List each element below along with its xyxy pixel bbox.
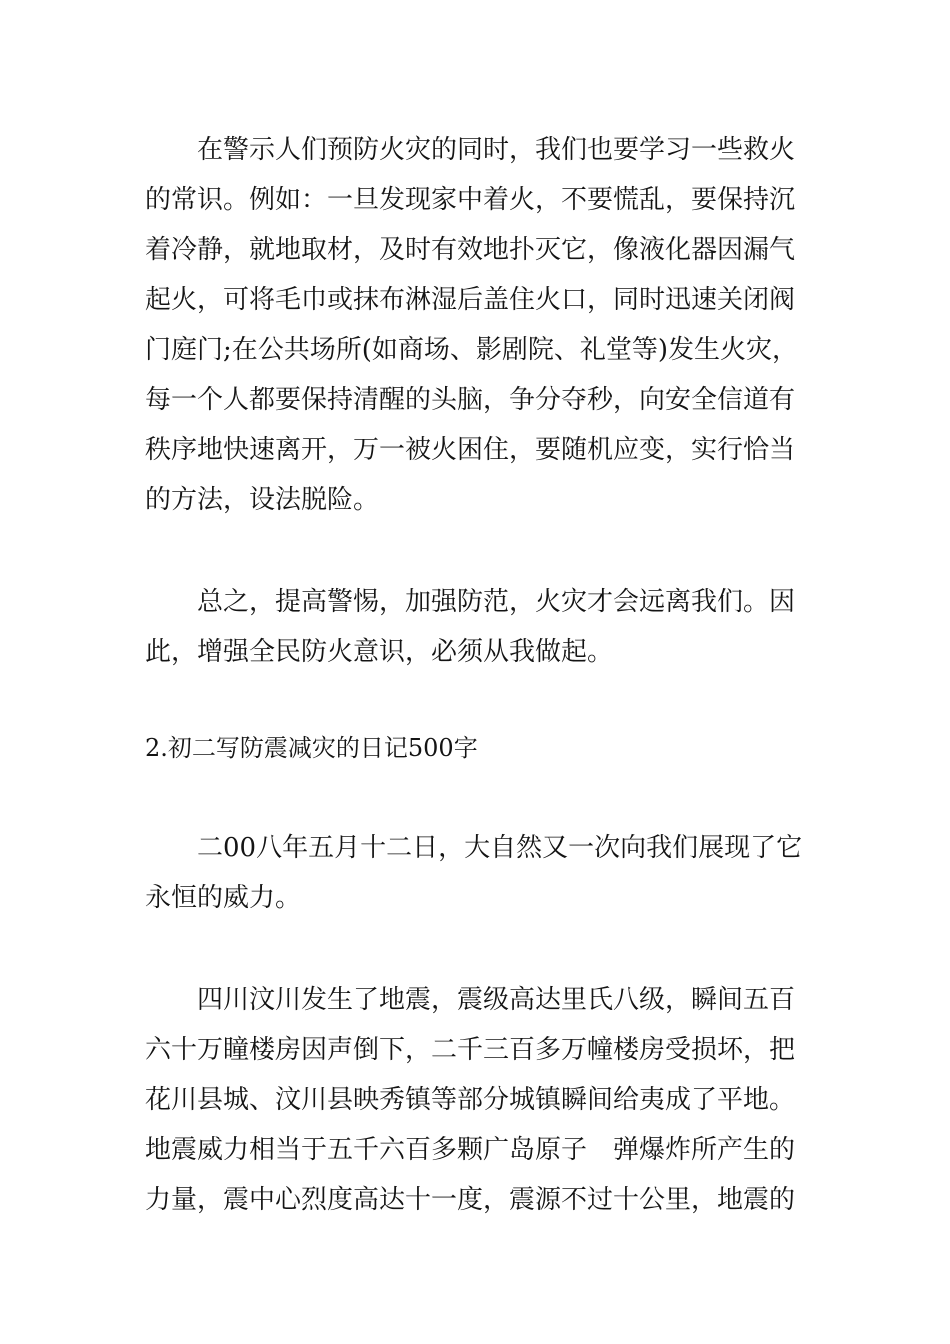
- text-line: 二00八年五月十二日，大自然又一次向我们展现了它: [145, 833, 803, 863]
- text-line: 的方法，设法脱险。: [145, 485, 380, 515]
- text-line: 此，增强全民防火意识，必须从我做起。: [145, 637, 614, 667]
- text-line: 永恒的威力。: [145, 883, 302, 913]
- text-line: 门庭门;在公共场所(如商场、影剧院、礼堂等)发生火灾，: [145, 335, 799, 365]
- text-line: 在警示人们预防火灾的同时，我们也要学习一些救火: [145, 135, 796, 165]
- text-line: 秩序地快速离开，万一被火困住，要随机应变，实行恰当: [145, 435, 796, 465]
- text-line: 花川县城、汶川县映秀镇等部分城镇瞬间给夷成了平地。: [145, 1085, 796, 1115]
- text-line: 总之，提高警惕，加强防范，火灾才会远离我们。因: [145, 587, 796, 617]
- text-line: 着冷静，就地取材，及时有效地扑灭它，像液化器因漏气: [145, 235, 796, 265]
- text-line: 六十万瞳楼房因声倒下，二千三百多万幢楼房受损坏，把: [145, 1035, 796, 1065]
- text-line: 的常识。例如：一旦发现家中着火，不要慌乱，要保持沉: [145, 185, 796, 215]
- text-line: 四川汶川发生了地震，震级高达里氏八级，瞬间五百: [145, 985, 796, 1015]
- section-heading: 2.初二写防震减灾的日记500字: [145, 734, 478, 762]
- text-line: 力量，震中心烈度高达十一度，震源不过十公里，地震的: [145, 1185, 796, 1215]
- text-line: 起火，可将毛巾或抹布淋湿后盖住火口，同时迅速关闭阀: [145, 285, 796, 315]
- text-line: 地震威力相当于五千六百多颗广岛原子 弹爆炸所产生的: [145, 1135, 796, 1165]
- text-line: 每一个人都要保持清醒的头脑，争分夺秒，向安全信道有: [145, 385, 796, 415]
